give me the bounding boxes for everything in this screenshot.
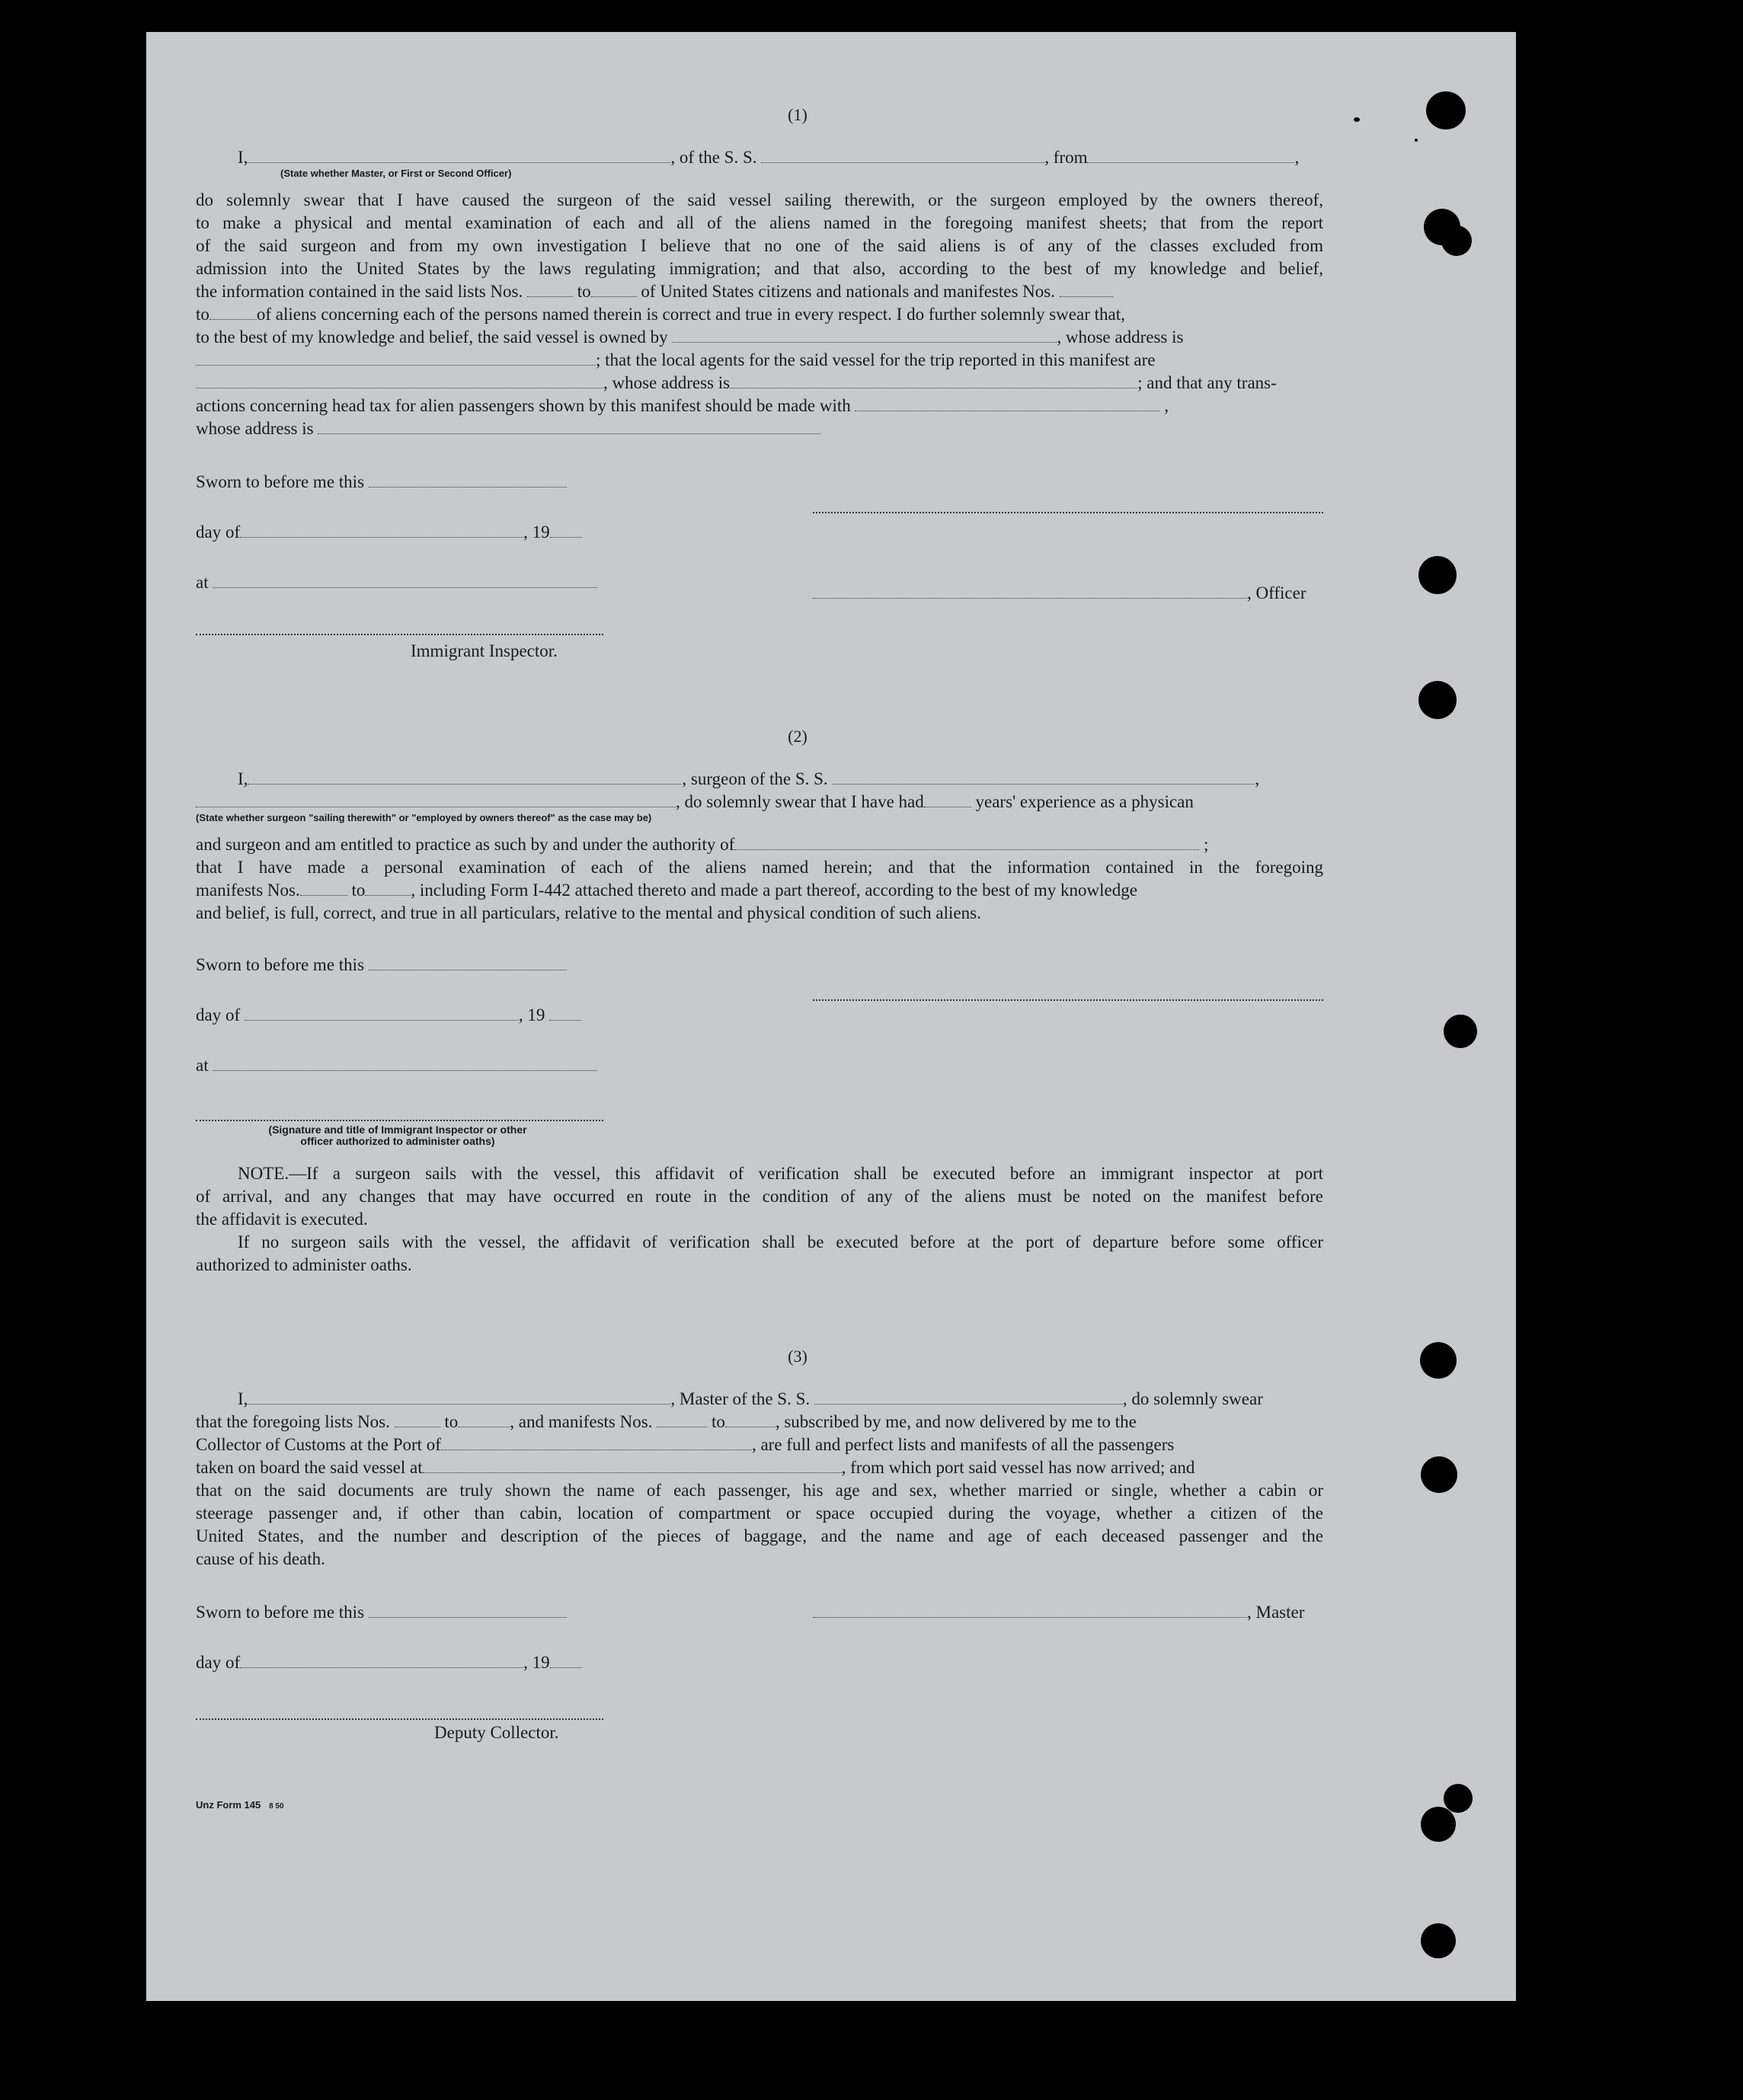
punch-hole xyxy=(1426,91,1466,129)
blank xyxy=(209,305,257,320)
s3-para-line: cause of his death. xyxy=(196,1549,325,1568)
s1-officer xyxy=(813,582,1306,605)
text: day of xyxy=(196,1653,241,1672)
s1-para-line xyxy=(196,303,1125,326)
text: , 19 xyxy=(518,1005,545,1024)
text: , Master of the S. S. xyxy=(670,1389,811,1408)
s3-deputy: Deputy Collector. xyxy=(434,1723,559,1742)
s3-sworn xyxy=(196,1601,567,1624)
s1-para-line xyxy=(196,395,1169,417)
s3-line-1 xyxy=(238,1388,1263,1411)
text: , xyxy=(1164,396,1169,415)
blank-head-tax xyxy=(855,397,1159,411)
blank-surgeon xyxy=(248,770,682,785)
s1-caption: (State whether Master, or First or Second Officer) xyxy=(280,168,512,179)
text: , subscribed by me, and now delivered by me to the xyxy=(775,1412,1137,1431)
speck xyxy=(1415,139,1418,142)
blank-ship xyxy=(814,1390,1123,1405)
s2-note-line: authorized to administer oaths. xyxy=(196,1255,412,1274)
s1-para-line xyxy=(196,417,820,440)
s1-para-line xyxy=(196,349,1155,372)
s1-sworn xyxy=(196,471,567,494)
text: taken on board the said vessel at xyxy=(196,1458,423,1477)
text: day of xyxy=(196,523,241,542)
s1-para-line xyxy=(196,280,1323,303)
blank xyxy=(240,523,523,538)
blank xyxy=(549,1006,581,1021)
text: , and manifests Nos. xyxy=(510,1412,653,1431)
s1-para-line xyxy=(196,326,1183,349)
blank-authority xyxy=(734,836,1199,850)
text: manifests Nos. xyxy=(196,881,300,900)
text: , do solemnly swear xyxy=(1122,1389,1263,1408)
blank-ship xyxy=(832,770,1255,785)
s2-note-line: NOTE.—If a surgeon sails with the vessel, this affidavit of verification shall be executed before an immigrant inspector at port xyxy=(238,1164,1323,1183)
punch-hole xyxy=(1441,225,1472,256)
blank-head-tax-address xyxy=(318,420,820,434)
blank-ship xyxy=(761,149,1044,163)
text: , whose address is xyxy=(1057,328,1184,347)
text: , do solemnly swear that I have had xyxy=(676,792,924,811)
punch-hole xyxy=(1444,1015,1477,1048)
text: ; and that any trans- xyxy=(1137,373,1277,392)
text: , xyxy=(1255,769,1260,788)
blank xyxy=(369,956,567,970)
s1-para-line: to make a physical and mental examination of each and all of the aliens named in the foregoing manifest sheets; that from the report xyxy=(196,213,1323,232)
text: at xyxy=(196,573,209,592)
blank xyxy=(369,473,567,487)
blank xyxy=(365,881,411,896)
blank xyxy=(725,1413,776,1427)
s1-para-line xyxy=(196,372,1277,395)
section-2-heading: (2) xyxy=(788,727,808,746)
text: Unz Form 145 xyxy=(196,1799,261,1811)
s3-master xyxy=(813,1601,1304,1624)
text: actions concerning head tax for alien passengers shown by this manifest should be made with xyxy=(196,396,851,415)
text: to xyxy=(711,1412,725,1431)
text: to xyxy=(196,305,209,324)
s2-para-line xyxy=(196,879,1137,902)
text: , 19 xyxy=(523,523,550,542)
text: to xyxy=(444,1412,459,1431)
blank xyxy=(213,1056,597,1071)
blank-from xyxy=(1087,149,1294,163)
s2-at xyxy=(196,1054,597,1077)
text: to xyxy=(577,282,591,301)
blank xyxy=(550,523,582,538)
text: that the foregoing lists Nos. xyxy=(196,1412,390,1431)
punch-hole xyxy=(1418,681,1457,719)
s1-day xyxy=(196,521,582,544)
blank-officer xyxy=(248,149,670,163)
s2-para-line: and belief, is full, correct, and true in all particulars, relative to the mental and physical condition of such aliens. xyxy=(196,903,981,922)
s2-signature-line xyxy=(813,999,1323,1001)
s2-sworn xyxy=(196,954,567,976)
text: , xyxy=(1294,148,1300,167)
text: to xyxy=(351,881,366,900)
text: , surgeon of the S. S. xyxy=(682,769,828,788)
s1-para-line: admission into the United States by the laws regulating immigration; and that also, according to the best of my knowledge and belief, xyxy=(196,259,1323,278)
text: , whose address is xyxy=(603,373,731,392)
blank xyxy=(369,1603,567,1618)
s3-para-line xyxy=(196,1411,1137,1434)
text: , are full and perfect lists and manifests of all the passengers xyxy=(751,1435,1175,1454)
s3-day xyxy=(196,1651,582,1674)
s2-note-line: of arrival, and any changes that may have occurred en route in the condition of any of the aliens must be noted on the manifest before xyxy=(196,1187,1323,1206)
s3-para-line xyxy=(196,1456,1195,1479)
s3-para-line xyxy=(196,1434,1174,1456)
section-3-heading: (3) xyxy=(788,1347,808,1366)
text: ; xyxy=(1204,835,1209,854)
s2-line-2 xyxy=(196,791,1194,813)
text: , 19 xyxy=(523,1653,550,1672)
blank-officer-signature xyxy=(813,584,1247,599)
blank xyxy=(458,1413,510,1427)
s2-day xyxy=(196,1004,581,1027)
s3-para-line: that on the said documents are truly shown the name of each passenger, his age and sex, whether married or single, whether a cabin or xyxy=(196,1481,1323,1500)
s1-line-1 xyxy=(238,146,1299,169)
form-page xyxy=(146,32,1516,2001)
blank xyxy=(657,1413,707,1427)
s2-inspector-line xyxy=(196,1120,603,1121)
blank xyxy=(395,1413,440,1427)
text: to the best of my knowledge and belief, the said vessel is owned by xyxy=(196,328,668,347)
s3-collector-line xyxy=(196,1718,603,1720)
blank-departure-port xyxy=(423,1459,842,1473)
text: and surgeon and am entitled to practice as such by and under the authority of xyxy=(196,835,735,854)
punch-hole xyxy=(1421,1923,1456,1958)
text: years' experience as a physican xyxy=(975,792,1194,811)
text: Sworn to before me this xyxy=(196,472,365,491)
s3-para-line: United States, and the number and description of the pieces of baggage, and the name and age of each deceased passenger and the xyxy=(196,1526,1323,1545)
blank xyxy=(240,1654,523,1668)
text: , from which port said vessel has now arrived; and xyxy=(841,1458,1195,1477)
s2-note-line: If no surgeon sails with the vessel, the affidavit of verification shall be executed before at the port of departure before some officer xyxy=(238,1232,1323,1251)
text: ; that the local agents for the said vessel for the trip reported in this manifest are xyxy=(596,350,1156,369)
s1-para-line: do solemnly swear that I have caused the surgeon of the said vessel sailing therewith, or the surgeon employed by the owners thereof, xyxy=(196,190,1323,209)
punch-hole xyxy=(1420,1342,1457,1379)
s1-at xyxy=(196,571,597,594)
blank-master-signature xyxy=(813,1603,1247,1618)
blank xyxy=(245,1006,519,1021)
form-number xyxy=(196,1799,284,1811)
s1-para-line: of the said surgeon and from my own investigation I believe that no one of the said aliens is of any of the classes excluded from xyxy=(196,236,1323,255)
blank xyxy=(1060,283,1113,297)
blank-master xyxy=(248,1390,670,1405)
s2-para-line xyxy=(196,833,1208,856)
caption-line: officer authorized to administer oaths) xyxy=(300,1135,495,1147)
blank-agents-address xyxy=(730,374,1137,388)
punch-hole xyxy=(1444,1784,1473,1813)
section-1-heading: (1) xyxy=(788,105,808,124)
text: Sworn to before me this xyxy=(196,1603,365,1622)
blank xyxy=(591,283,637,297)
s1-inspector-line xyxy=(196,634,603,635)
text: , of the S. S. xyxy=(670,148,757,167)
punch-hole xyxy=(1421,1456,1457,1493)
text: at xyxy=(196,1056,209,1075)
text: , including Form I-442 attached thereto and made a part thereof, according to the best of my knowledge xyxy=(411,881,1137,900)
text: Collector of Customs at the Port of xyxy=(196,1435,441,1454)
blank xyxy=(550,1654,582,1668)
blank xyxy=(300,881,347,896)
text: day of xyxy=(196,1005,241,1024)
text: I, xyxy=(238,769,248,788)
speck xyxy=(1354,117,1360,122)
text: of aliens concerning each of the persons named therein is correct and true in every respect. I do further solemnly swear that, xyxy=(256,305,1125,324)
text: , Master xyxy=(1247,1603,1305,1622)
s2-sig-caption xyxy=(230,1124,565,1147)
blank-years xyxy=(924,793,971,807)
text: Sworn to before me this xyxy=(196,955,365,974)
text: , Officer xyxy=(1247,583,1306,603)
punch-hole xyxy=(1418,556,1457,594)
s1-inspector: Immigrant Inspector. xyxy=(411,641,558,660)
blank-surgeon-status xyxy=(196,793,676,807)
s2-line-1 xyxy=(238,768,1259,791)
s2-para-line: that I have made a personal examination of each of the aliens named herein; and that the information contained in the foregoing xyxy=(196,858,1323,877)
punch-hole xyxy=(1421,1807,1456,1842)
caption-line: (Signature and title of Immigrant Inspector or other xyxy=(268,1124,527,1136)
text: whose address is xyxy=(196,419,314,438)
blank-owner xyxy=(672,328,1057,343)
text: , from xyxy=(1044,148,1088,167)
blank-owner-address xyxy=(196,351,596,366)
blank xyxy=(213,574,597,588)
text: the information contained in the said lists Nos. xyxy=(196,282,523,301)
text: I, xyxy=(238,148,248,167)
s1-signature-line xyxy=(813,512,1323,513)
text: I, xyxy=(238,1389,248,1408)
s3-para-line: steerage passenger and, if other than cabin, location of compartment or space occupied during the voyage, whether a citizen of the xyxy=(196,1504,1323,1523)
blank xyxy=(527,283,573,297)
text: of United States citizens and nationals and manifestes Nos. xyxy=(641,282,1055,301)
s2-note-line: the affidavit is executed. xyxy=(196,1210,368,1229)
blank-agents xyxy=(196,374,603,388)
text: 8 50 xyxy=(269,1802,284,1811)
s2-caption: (State whether surgeon "sailing therewith" or "employed by owners thereof" as the case may be) xyxy=(196,812,652,823)
blank-port xyxy=(441,1436,752,1450)
